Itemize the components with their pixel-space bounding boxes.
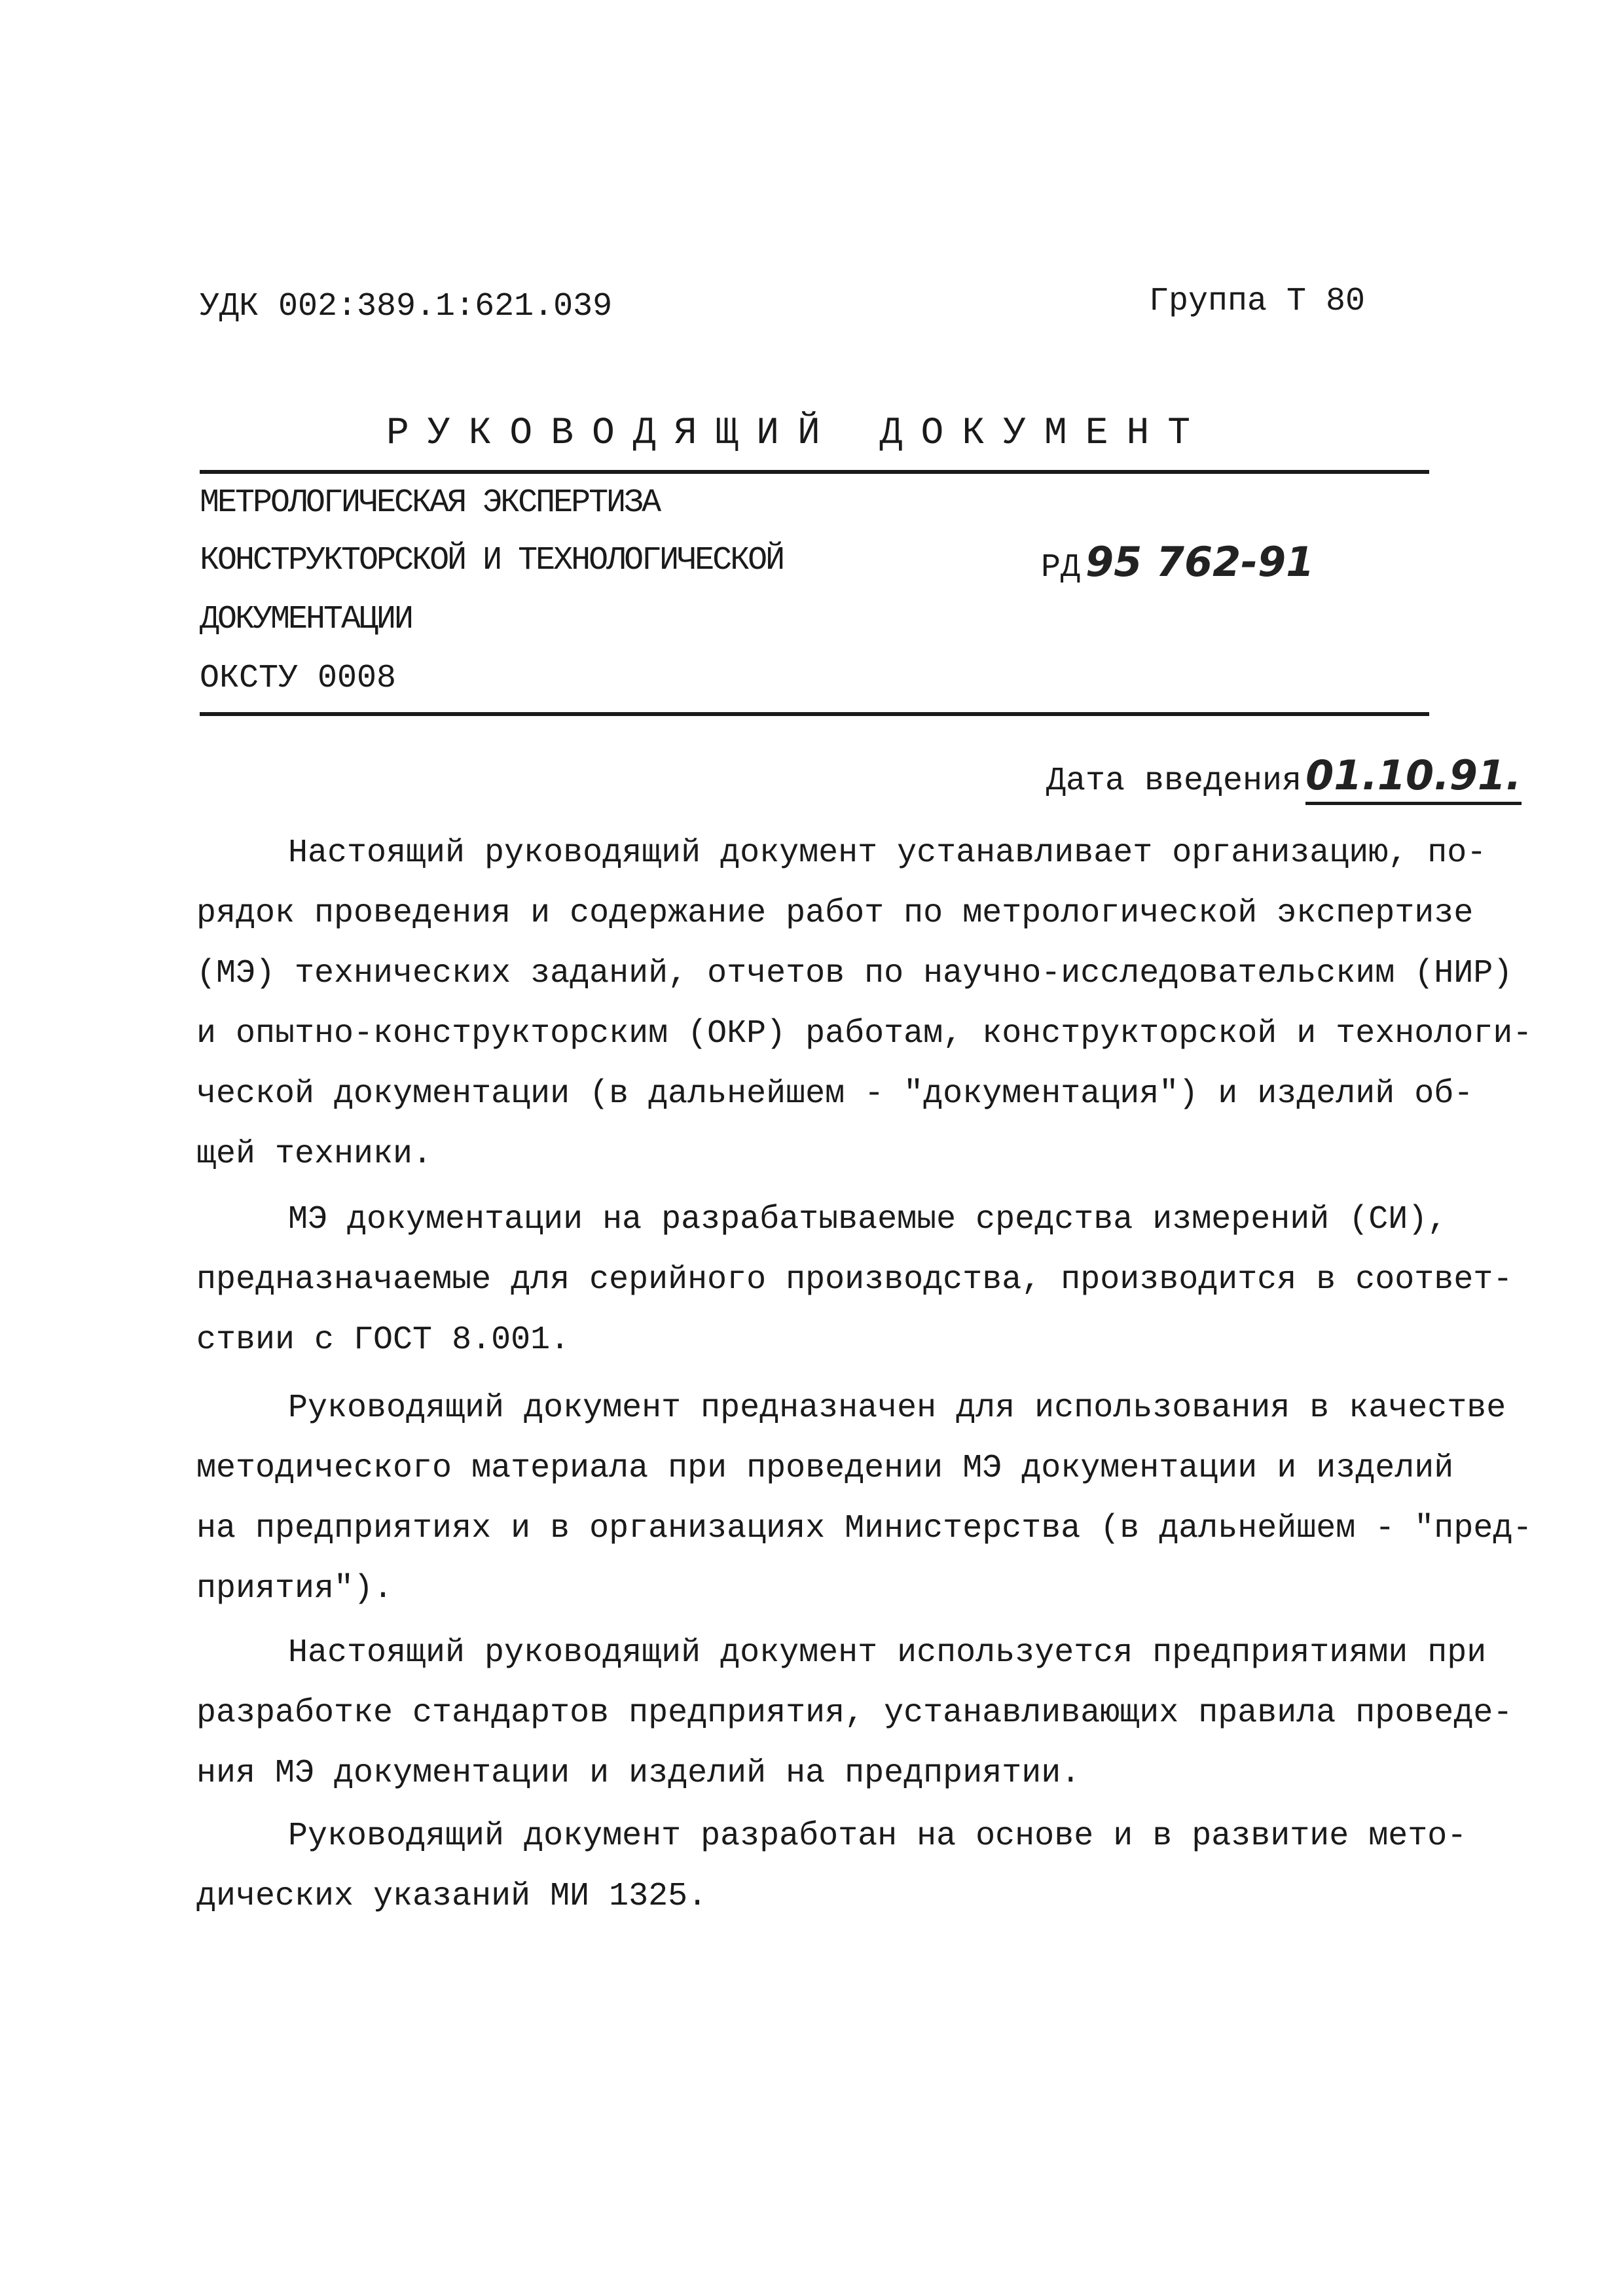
document-code	[1041, 538, 1314, 586]
paragraph-line: рядок проведения и содержание работ по метрологической экспертизе	[196, 895, 1474, 932]
paragraph-line: Настоящий руководящий документ используется предприятиями при	[288, 1634, 1487, 1672]
title-line-3: ДОКУМЕНТАЦИИ	[200, 601, 412, 638]
paragraph-line: Руководящий документ разработан на основе и в развитие мето-	[288, 1818, 1467, 1855]
intro-date	[1046, 751, 1522, 800]
document-code-prefix: РД	[1041, 549, 1081, 586]
paragraph-line: предназначаемые для серийного производства, производится в соответ-	[196, 1261, 1513, 1299]
top-divider	[200, 470, 1429, 474]
paragraph-line: щей техники.	[196, 1136, 433, 1173]
paragraph-line: дических указаний МИ 1325.	[196, 1878, 708, 1915]
bottom-divider	[200, 712, 1429, 716]
paragraph-line: ствии с ГОСТ 8.001.	[196, 1321, 570, 1359]
paragraph-line: Настоящий руководящий документ устанавливает организацию, по-	[288, 834, 1487, 872]
group-code: Группа Т 80	[1149, 283, 1366, 320]
paragraph-line: методического материала при проведении МЭ документации и изделий	[196, 1450, 1454, 1487]
paragraph-line: (МЭ) технических заданий, отчетов по научно-исследовательским (НИР)	[196, 955, 1513, 992]
document-type-text: РУКОВОДЯЩИЙ ДОКУМЕНТ	[386, 412, 1209, 455]
title-line-2: КОНСТРУКТОРСКОЙ И ТЕХНОЛОГИЧЕСКОЙ	[200, 542, 784, 579]
oksty-code: ОКСТУ 0008	[200, 660, 397, 697]
intro-date-value: 01.10.91.	[1305, 751, 1522, 805]
paragraph-line: и опытно-конструкторским (ОКР) работам, конструкторской и технологи-	[196, 1015, 1533, 1052]
paragraph-line: ния МЭ документации и изделий на предприятии.	[196, 1755, 1081, 1792]
paragraph-4	[196, 1623, 1512, 1804]
intro-date-label: Дата введения	[1046, 762, 1302, 800]
paragraph-line: разработке стандартов предприятия, устанавливающих правила проведе-	[196, 1695, 1513, 1732]
paragraph-line: МЭ документации на разрабатываемые средства измерений (СИ),	[288, 1201, 1448, 1238]
paragraph-line: Руководящий документ предназначен для использования в качестве	[288, 1390, 1506, 1427]
paragraph-line: приятия").	[196, 1570, 393, 1607]
title-line-1: МЕТРОЛОГИЧЕСКАЯ ЭКСПЕРТИЗА	[200, 484, 660, 522]
paragraph-1	[196, 823, 1532, 1185]
document-code-handwritten: 95 762-91	[1085, 538, 1315, 586]
paragraph-5	[196, 1806, 1467, 1927]
paragraph-line: ческой документации (в дальнейшем - "документация") и изделий об-	[196, 1075, 1474, 1113]
paragraph-2	[196, 1190, 1512, 1371]
paragraph-line: на предприятиях и в организациях Министерства (в дальнейшем - "пред-	[196, 1510, 1533, 1547]
paragraph-3	[196, 1378, 1532, 1619]
document-type-title	[386, 412, 1209, 455]
udk-code: УДК 002:389.1:621.039	[200, 288, 613, 325]
